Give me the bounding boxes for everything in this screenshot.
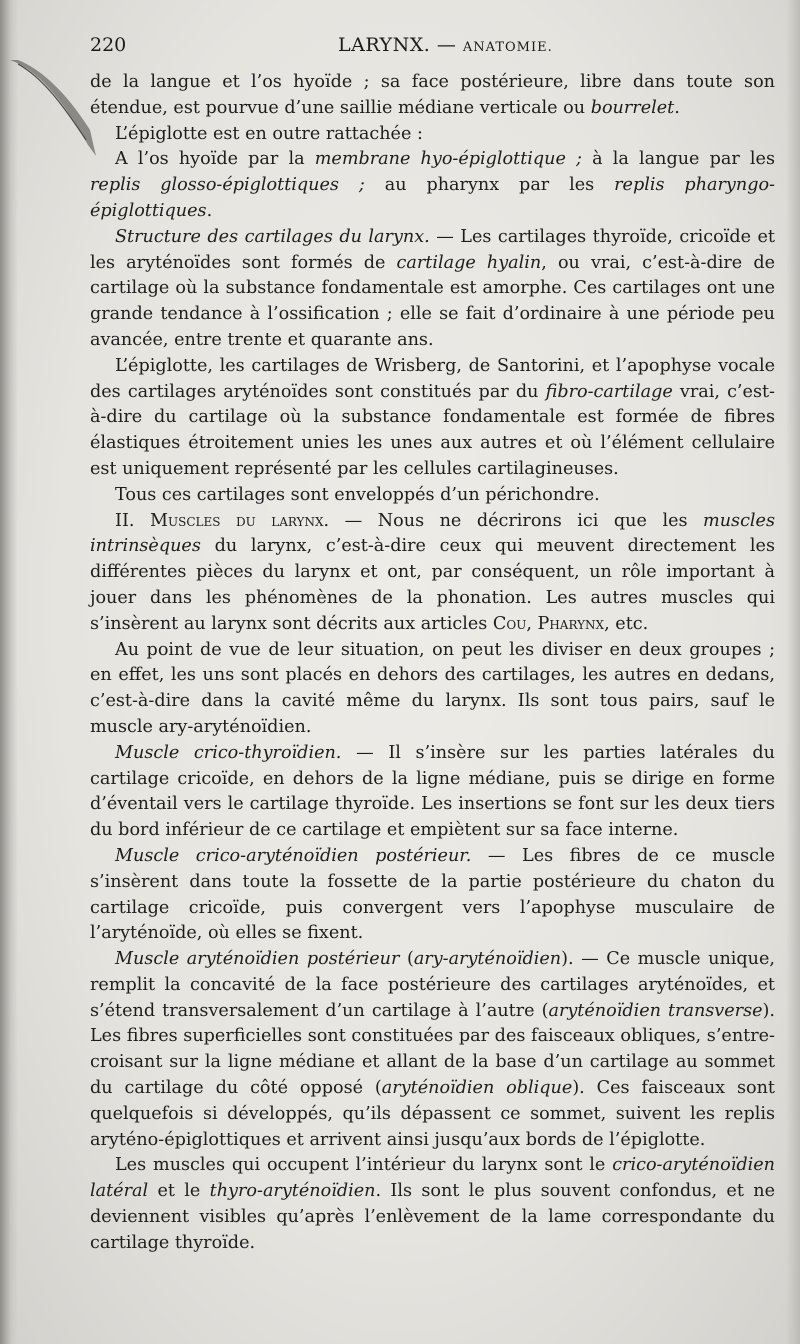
- body-text: [90, 70, 775, 1257]
- italic-text: muscles intrinsèques: [90, 510, 775, 557]
- running-head-dash: —: [430, 34, 463, 56]
- small-caps-text: Cou: [492, 613, 527, 634]
- text-run: A l’os hyoïde par la: [115, 149, 315, 170]
- italic-text: cartilage hyalin: [396, 252, 542, 273]
- text-run: Tous ces cartilages sont enveloppés d’un périchondre.: [115, 484, 600, 505]
- running-head: [338, 34, 553, 56]
- paragraph-p8: [90, 741, 775, 844]
- paragraph-p1: [90, 122, 775, 148]
- page-header: [90, 34, 775, 60]
- paragraph-p5: [90, 483, 775, 509]
- italic-text: crico-aryténoïdien latéral: [90, 1155, 775, 1202]
- text-run: à la langue par les: [581, 149, 775, 170]
- italic-text: ary-aryténoïdien: [413, 949, 562, 970]
- running-head-title: LARYNX.: [338, 34, 431, 56]
- italic-text: Muscle aryténoïdien postérieur: [115, 949, 400, 970]
- text-run: et le: [148, 1181, 210, 1202]
- paragraph-p6: [90, 509, 775, 638]
- small-caps-text: Muscles du larynx.: [150, 510, 330, 531]
- italic-text: thyro-aryténoïdien: [209, 1181, 376, 1202]
- paragraph-p0: [90, 70, 775, 122]
- page-number: 220: [90, 34, 127, 56]
- italic-text: Structure des cartilages du larynx.: [115, 226, 430, 247]
- paragraph-p3: [90, 225, 775, 354]
- text-run: . Ils sont le plus souvent confondus, et ne deviennent visibles qu’après l’enlèvement de la lame correspondante du cartilage thyroïde.: [90, 1181, 775, 1253]
- text-run: , etc.: [604, 613, 649, 634]
- text-run: — Il s’insère sur les parties latérales du cartilage cricoïde, en dehors de la ligne médiane, puis se dirige en forme d’éventail vers le cartilage thyroïde. Les insertions se font sur les deux tiers du bord inférieur de ce cartilage et empiètent sur sa face interne.: [90, 742, 775, 841]
- italic-text: membrane hyo-épiglottique ;: [314, 149, 582, 170]
- text-run: au pharynx par les: [364, 175, 615, 196]
- italic-text: fibro-cartilage: [545, 381, 673, 402]
- bookmark-ribbon-image: [8, 60, 98, 160]
- small-caps-text: Pharynx: [537, 613, 605, 634]
- text-run: ). — Ce muscle unique, remplit la concavité de la face postérieure des cartilages aryténoïdes, et s’étend transversalement d’un cartilage à l’autre (: [90, 949, 775, 1021]
- paragraph-p11: [90, 1153, 775, 1256]
- italic-text: aryténoïdien transverse: [548, 1000, 763, 1021]
- text-run: vrai, c’est-à-dire du cartilage où la substance fondamentale est formée de fibres élastiques étroitement unies les unes aux autres et où l’élément cellulaire est uniquement représenté par les cellules cartilagineuses.: [90, 381, 775, 479]
- text-run: Au point de vue de leur situation, on peut les diviser en deux groupes ; en effet, les uns sont placés en dehors des cartilages, les autres en dedans, c’est-à-dire dans la cavité même du larynx. Ils sont tous pairs, sauf le muscle ary-aryténoïdien.: [90, 639, 775, 737]
- text-run: — Nous ne décrirons ici que les: [329, 510, 704, 531]
- text-run: (: [399, 949, 414, 970]
- binding-shadow: [0, 0, 18, 1344]
- text-run: .: [674, 97, 680, 118]
- text-run: de la langue et l’os hyoïde ; sa face postérieure, libre dans toute son étendue, est pourvue d’une saillie médiane verticale ou: [90, 72, 775, 118]
- text-run: — Les fibres de ce muscle s’insèrent dans toute la fossette de la partie postérieure du chaton du cartilage cricoïde, puis convergent vers l’apophyse musculaire de l’aryténoïde, où elles se fixent.: [90, 845, 776, 944]
- paragraph-p9: [90, 844, 775, 947]
- text-run: L’épiglotte, les cartilages de Wrisberg, de Santorini, et l’apophyse vocale des cartilages aryténoïdes sont constitués par du: [90, 355, 775, 402]
- text-run: ). Ces faisceaux sont quelquefois si développés, qu’ils dépassent ce sommet, suivent les replis aryténo-épiglottiques et arrivent ainsi jusqu’aux bords de l’épiglotte.: [90, 1078, 776, 1150]
- paragraph-p4: [90, 354, 775, 483]
- paragraph-p10: [90, 947, 775, 1153]
- text-run: — Les cartilages thyroïde, cricoïde et les aryténoïdes sont formés de: [90, 226, 775, 273]
- text-run: II.: [115, 510, 151, 531]
- italic-text: Muscle crico-thyroïdien.: [115, 742, 342, 763]
- italic-text: bourrelet: [590, 97, 675, 118]
- text-run: , ou vrai, c’est-à-dire de cartilage où la substance fondamentale est amorphe. Ces cartilages ont une grande tendance à l’ossification ; elle se fait d’ordinaire à une période peu avancée, entre trente et quarante ans.: [90, 252, 775, 350]
- italic-text: replis glosso-épiglottiques ;: [90, 175, 365, 196]
- text-run: L’épiglotte est en outre rattachée :: [115, 123, 423, 144]
- italic-text: aryténoïdien oblique: [381, 1078, 573, 1099]
- italic-text: replis pharyngo-épiglottiques: [90, 175, 775, 221]
- text-run: Les muscles qui occupent l’intérieur du larynx sont le: [115, 1155, 613, 1176]
- paragraph-p2: [90, 147, 775, 224]
- text-run: ). Les fibres superficielles sont constituées par des faisceaux obliques, s’entre-croisant sur la ligne médiane et allant de la base d’un cartilage au sommet du cartilage du côté opposé (: [90, 1000, 775, 1099]
- text-run: ,: [526, 613, 538, 634]
- running-head-section: ANATOMIE.: [462, 40, 553, 55]
- paragraph-p7: [90, 638, 775, 741]
- text-run: du larynx, c’est-à-dire ceux qui meuvent directement les différentes pièces du larynx et ont, par conséquent, un rôle important à jouer dans les phénomènes de la phonation. Les autres muscles qui s’insèrent au larynx sont décrits aux articles: [90, 536, 775, 634]
- text-run: .: [206, 200, 213, 221]
- italic-text: Muscle crico-aryténoïdien postérieur.: [115, 845, 472, 866]
- edge-shadow: [786, 0, 800, 1344]
